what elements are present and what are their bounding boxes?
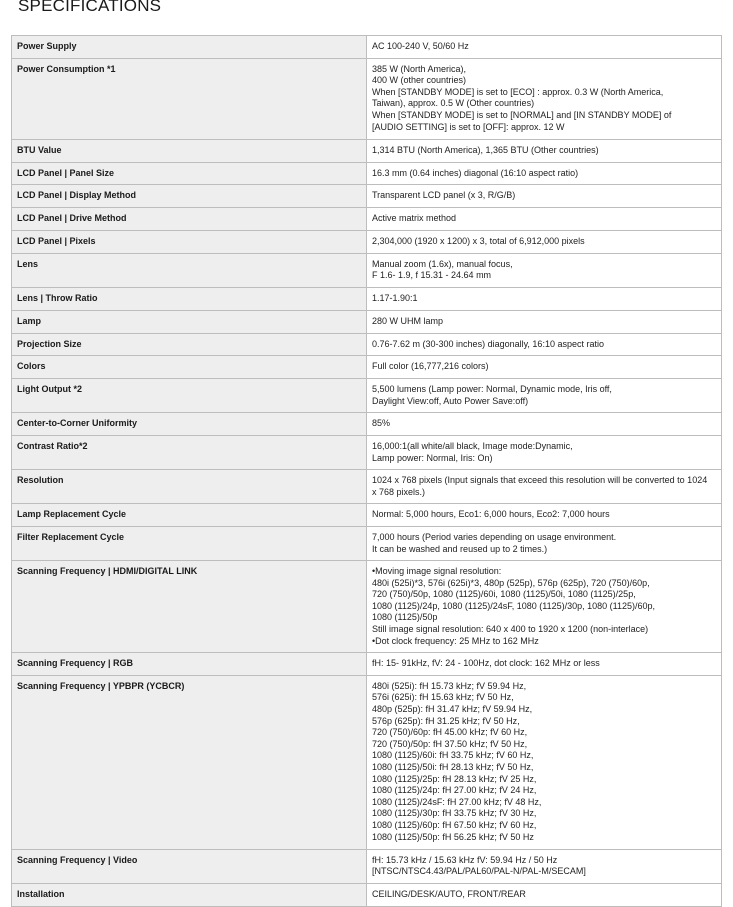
spec-label: Installation [12,884,367,907]
spec-value-line: 1080 (1125)/60p: fH 67.50 kHz; fV 60 Hz, [372,819,537,830]
spec-row [12,139,722,162]
spec-value [367,675,722,849]
spec-value-line: x 768 pixels.) [372,486,426,497]
spec-row [12,653,722,676]
spec-row [12,413,722,436]
spec-label: Lamp Replacement Cycle [12,504,367,527]
spec-value [367,139,722,162]
spec-value [367,58,722,139]
spec-value-line: [NTSC/NTSC4.43/PAL/PAL60/PAL-N/PAL-M/SECAM] [372,866,586,877]
spec-label: Lens | Throw Ratio [12,287,367,310]
spec-value-line: Active matrix method [372,213,457,224]
spec-value-line: 720 (750)/50p, 1080 (1125)/60i, 1080 (1125)/50i, 1080 (1125)/25p, [372,589,636,600]
spec-value [367,356,722,379]
spec-value-line: 480i (525i)*3, 576i (625i)*3, 480p (525p), 576p (625p), 720 (750)/60p, [372,577,650,588]
spec-value [367,526,722,560]
spec-value-line: 480i (525i): fH 15.73 kHz; fV 59.94 Hz, [372,680,527,691]
spec-value-line: When [STANDBY MODE] is set to [ECO] : approx. 0.3 W (North America, [372,86,664,97]
spec-row [12,561,722,653]
spec-label: Power Consumption *1 [12,58,367,139]
spec-row [12,526,722,560]
spec-label: Contrast Ratio*2 [12,435,367,469]
spec-label: Lamp [12,310,367,333]
spec-row [12,287,722,310]
spec-value [367,162,722,185]
spec-value-line: •Dot clock frequency: 25 MHz to 162 MHz [372,635,539,646]
spec-row [12,379,722,413]
spec-row [12,470,722,504]
spec-row [12,253,722,287]
spec-row [12,884,722,907]
spec-label: BTU Value [12,139,367,162]
spec-value-line: 85% [372,418,391,429]
spec-value [367,333,722,356]
spec-value-line: 1080 (1125)/50i: fH 28.13 kHz; fV 50 Hz, [372,762,534,772]
spec-label: Scanning Frequency | HDMI/DIGITAL LINK [12,561,367,653]
spec-value [367,504,722,527]
spec-label: Scanning Frequency | RGB [12,653,367,676]
spec-value-line: 1080 (1125)/24sF: fH 27.00 kHz; fV 48 Hz, [372,796,542,807]
spec-value-line: CEILING/DESK/AUTO, FRONT/REAR [372,889,526,900]
spec-value-line: fH: 15- 91kHz, fV: 24 - 100Hz, dot clock: 162 MHz or less [372,658,600,669]
spec-value [367,470,722,504]
spec-value-line: Full color (16,777,216 colors) [372,361,489,372]
spec-value [367,185,722,208]
spec-value [367,310,722,333]
spec-value [367,561,722,653]
spec-row [12,310,722,333]
spec-row [12,185,722,208]
spec-label: Lens [12,253,367,287]
spec-value-line: When [STANDBY MODE] is set to [NORMAL] and [IN STANDBY MODE] of [372,109,672,120]
spec-row [12,849,722,883]
spec-label: Colors [12,356,367,379]
spec-value-line: [AUDIO SETTING] is set to [OFF]: approx. 12 W [372,121,565,132]
spec-value-line: 2,304,000 (1920 x 1200) x 3, total of 6,912,000 pixels [372,235,585,246]
spec-value [367,36,722,59]
spec-value-line: fH: 15.73 kHz / 15.63 kHz fV: 59.94 Hz / 50 Hz [372,854,558,865]
spec-value-line: 1080 (1125)/24p: fH 27.00 kHz; fV 24 Hz, [372,785,537,796]
spec-value-line: 1024 x 768 pixels (Input signals that exceed this resolution will be converted to 1024 [372,475,708,486]
spec-row [12,58,722,139]
spec-value [367,653,722,676]
spec-value-line: It can be washed and reused up to 2 times.) [372,543,548,554]
spec-value-line: Manual zoom (1.6x), manual focus, [372,258,513,269]
spec-value-line: 1080 (1125)/60i: fH 33.75 kHz; fV 60 Hz, [372,750,534,761]
spec-value-line: 400 W (other countries) [372,75,467,86]
spec-value-line: AC 100-240 V, 50/60 Hz [372,41,469,51]
spec-value-line: 0.76-7.62 m (30-300 inches) diagonally, 16:10 aspect ratio [372,338,604,349]
spec-row [12,435,722,469]
spec-value-line: 576p (625p): fH 31.25 kHz; fV 50 Hz, [372,715,520,726]
spec-label: LCD Panel | Pixels [12,230,367,253]
spec-label: Projection Size [12,333,367,356]
spec-row [12,675,722,849]
spec-value-line: Daylight View:off, Auto Power Save:off) [372,395,529,406]
spec-value [367,208,722,231]
spec-label: Filter Replacement Cycle [12,526,367,560]
page-title: SPECIFICATIONS [18,0,162,15]
spec-value [367,413,722,436]
spec-value-line: Taiwan), approx. 0.5 W (Other countries) [372,98,535,109]
spec-value-line: 16.3 mm (0.64 inches) diagonal (16:10 aspect ratio) [372,167,579,178]
spec-value-line: 280 W UHM lamp [372,315,444,326]
spec-value-line: F 1.6- 1.9, f 15.31 - 24.64 mm [372,270,492,281]
spec-value-line: 1.17-1.90:1 [372,292,418,303]
spec-value-line: 720 (750)/50p: fH 37.50 kHz; fV 50 Hz, [372,738,528,749]
spec-value [367,884,722,907]
spec-value-line: Lamp power: Normal, Iris: On) [372,452,493,463]
spec-value [367,253,722,287]
spec-value-line: Transparent LCD panel (x 3, R/G/B) [372,190,516,201]
spec-row [12,333,722,356]
spec-label: LCD Panel | Display Method [12,185,367,208]
spec-value [367,435,722,469]
spec-value-line: 1080 (1125)/30p: fH 33.75 kHz; fV 30 Hz, [372,808,537,819]
spec-value [367,230,722,253]
spec-value-line: 480p (525p): fH 31.47 kHz; fV 59.94 Hz, [372,704,533,715]
spec-value-line: 576i (625i): fH 15.63 kHz; fV 50 Hz, [372,692,514,703]
spec-value-line: 1080 (1125)/50p: fH 56.25 kHz; fV 50 Hz [372,831,534,842]
spec-value-line: 16,000:1(all white/all black, Image mode:Dynamic, [372,440,573,451]
spec-label: Scanning Frequency | YPBPR (YCBCR) [12,675,367,849]
spec-value [367,379,722,413]
spec-value-line: Still image signal resolution: 640 x 400 to 1920 x 1200 (non-interlace) [372,624,649,635]
spec-label: Light Output *2 [12,379,367,413]
spec-value-line: Normal: 5,000 hours, Eco1: 6,000 hours, Eco2: 7,000 hours [372,509,610,520]
spec-row [12,356,722,379]
spec-value [367,287,722,310]
spec-value [367,849,722,883]
spec-value-line: 1080 (1125)/50p [372,612,438,623]
specifications-table-body [12,36,722,907]
spec-value-line: 720 (750)/60p: fH 45.00 kHz; fV 60 Hz, [372,727,528,738]
spec-label: LCD Panel | Panel Size [12,162,367,185]
spec-value-line: 385 W (North America), [372,63,467,74]
spec-value-line: 1080 (1125)/25p: fH 28.13 kHz; fV 25 Hz, [372,773,537,784]
spec-value-line: 7,000 hours (Period varies depending on usage environment. [372,531,617,542]
spec-value-line: •Moving image signal resolution: [372,566,502,577]
spec-value-line: 1,314 BTU (North America), 1,365 BTU (Other countries) [372,144,599,155]
spec-label: Resolution [12,470,367,504]
spec-row [12,230,722,253]
spec-row [12,208,722,231]
spec-label: Center-to-Corner Uniformity [12,413,367,436]
spec-value-line: 5,500 lumens (Lamp power: Normal, Dynamic mode, Iris off, [372,384,612,395]
spec-row [12,162,722,185]
specifications-table [11,35,722,907]
spec-value-line: 1080 (1125)/24p, 1080 (1125)/24sF, 1080 (1125)/30p, 1080 (1125)/60p, [372,600,656,611]
spec-label: LCD Panel | Drive Method [12,208,367,231]
spec-row [12,504,722,527]
spec-label: Scanning Frequency | Video [12,849,367,883]
spec-row [12,36,722,59]
spec-label: Power Supply [12,36,367,59]
